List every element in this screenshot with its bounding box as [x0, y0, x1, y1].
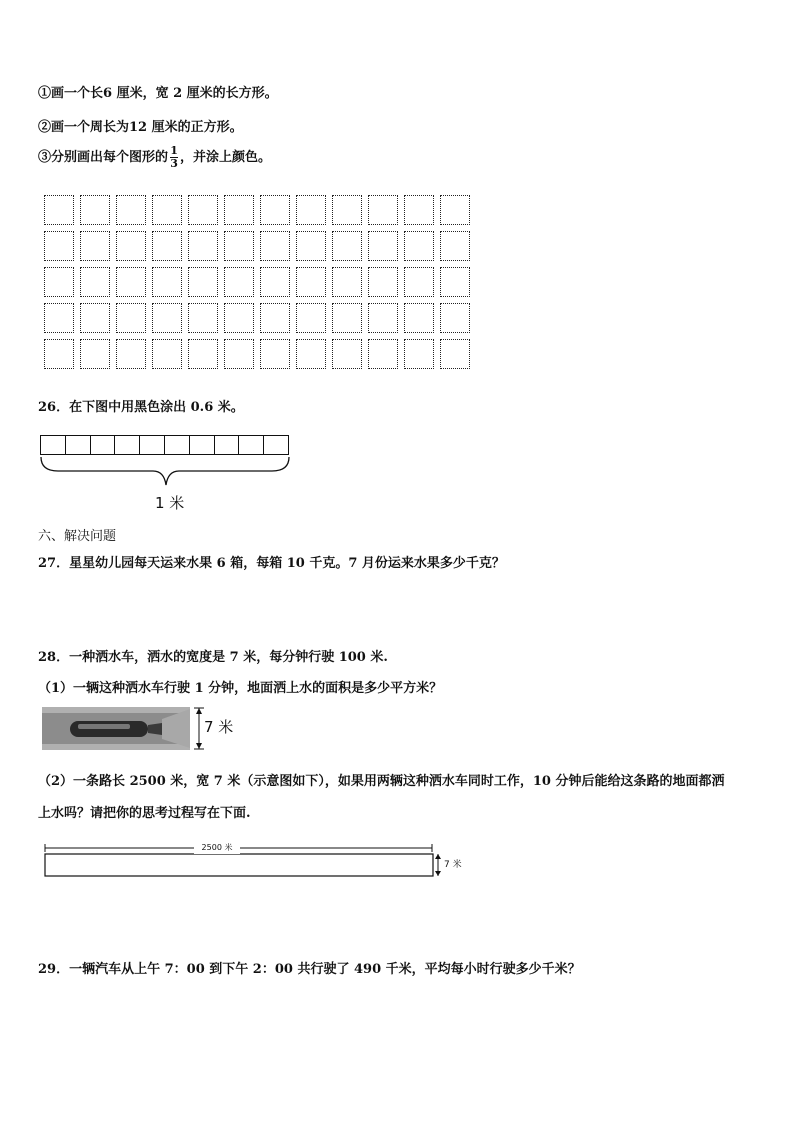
grid-cell: [116, 339, 146, 369]
grid-cell: [224, 303, 254, 333]
strip-segment[interactable]: [165, 436, 190, 454]
water-truck-image: [42, 707, 190, 750]
strip-segment[interactable]: [91, 436, 116, 454]
grid-cell: [296, 339, 326, 369]
q28-part2-line2: 上水吗？请把你的思考过程写在下面.: [38, 806, 251, 821]
grid-cell: [404, 195, 434, 225]
grid-cell: [152, 267, 182, 297]
grid-cell: [44, 267, 74, 297]
truck-icon: [42, 707, 190, 750]
grid-cell: [368, 231, 398, 261]
grid-cell: [332, 339, 362, 369]
grid-cell: [404, 339, 434, 369]
grid-cell: [80, 267, 110, 297]
road-diagram: [44, 836, 464, 882]
fraction-numerator: 1: [170, 144, 178, 157]
grid-cell: [368, 267, 398, 297]
grid-cell: [440, 231, 470, 261]
one-meter-strip: [40, 435, 289, 455]
grid-cell: [188, 303, 218, 333]
grid-cell: [332, 303, 362, 333]
grid-cell: [332, 231, 362, 261]
q25-step1: ①画一个长6 厘米，宽 2 厘米的长方形。: [38, 86, 278, 101]
q28-part2-line1: （2）一条路长 2500 米，宽 7 米（示意图如下），如果用两辆这种洒水车同时工作，10 分钟后能给这条路的地面都洒: [38, 774, 725, 789]
grid-cell: [44, 303, 74, 333]
q27-text: 27．星星幼儿园每天运来水果 6 箱，每箱 10 千克。7 月份运来水果多少千克？: [38, 556, 505, 571]
strip-segment[interactable]: [41, 436, 66, 454]
grid-cell: [296, 231, 326, 261]
grid-cell: [224, 267, 254, 297]
grid-cell: [440, 195, 470, 225]
grid-cell: [332, 267, 362, 297]
strip-segment[interactable]: [66, 436, 91, 454]
strip-segment[interactable]: [264, 436, 288, 454]
q28-text: 28．一种洒水车，洒水的宽度是 7 米，每分钟行驶 100 米.: [38, 650, 388, 665]
road-width-label: 7 米: [444, 860, 462, 870]
q25-step3-suffix: ，并涂上颜色。: [180, 150, 272, 165]
grid-cell: [404, 267, 434, 297]
grid-cell: [440, 339, 470, 369]
grid-cell: [116, 303, 146, 333]
grid-cell: [152, 231, 182, 261]
strip-length-label: 1 米: [155, 494, 185, 512]
grid-cell: [224, 231, 254, 261]
grid-cell: [440, 303, 470, 333]
grid-cell: [440, 267, 470, 297]
strip-segment[interactable]: [239, 436, 264, 454]
q29-text: 29．一辆汽车从上午 7：00 到下午 2：00 共行驶了 490 千米，平均每小时行驶多少千米？: [38, 962, 581, 977]
grid-cell: [368, 303, 398, 333]
grid-cell: [224, 195, 254, 225]
grid-cell: [116, 195, 146, 225]
grid-cell: [368, 195, 398, 225]
grid-cell: [224, 339, 254, 369]
section-title: 六、解决问题: [38, 529, 117, 544]
q25-step3: [38, 145, 271, 170]
grid-cell: [260, 339, 290, 369]
grid-cell: [332, 195, 362, 225]
grid-cell: [188, 267, 218, 297]
grid-cell: [80, 303, 110, 333]
grid-cell: [116, 267, 146, 297]
grid-cell: [260, 195, 290, 225]
grid-cell: [44, 339, 74, 369]
fraction: [170, 145, 178, 170]
grid-cell: [260, 231, 290, 261]
strip-segment[interactable]: [215, 436, 240, 454]
grid-cell: [404, 231, 434, 261]
strip-segment[interactable]: [190, 436, 215, 454]
grid-cell: [152, 339, 182, 369]
truck-width-label: 7 米: [204, 718, 234, 736]
grid-cell: [80, 195, 110, 225]
grid-cell: [152, 303, 182, 333]
q25-step2: ②画一个周长为12 厘米的正方形。: [38, 120, 243, 135]
road-length-label: 2500 米: [201, 843, 233, 852]
q26-text: 26．在下图中用黑色涂出 0.6 米。: [38, 400, 244, 415]
strip-segment[interactable]: [140, 436, 165, 454]
grid-cell: [80, 231, 110, 261]
grid-cell: [188, 231, 218, 261]
grid-cell: [368, 339, 398, 369]
grid-cell: [296, 195, 326, 225]
q28-part1: （1）一辆这种洒水车行驶 1 分钟，地面洒上水的面积是多少平方米？: [38, 681, 443, 696]
grid-cell: [260, 267, 290, 297]
q25-step3-prefix: ③分别画出每个图形的: [38, 150, 169, 165]
grid-cell: [188, 195, 218, 225]
grid-cell: [260, 303, 290, 333]
grid-cell: [296, 267, 326, 297]
grid-cell: [152, 195, 182, 225]
grid-cell: [296, 303, 326, 333]
strip-segment[interactable]: [115, 436, 140, 454]
grid-cell: [404, 303, 434, 333]
grid-cell: [116, 231, 146, 261]
grid-cell: [44, 231, 74, 261]
grid-cell: [80, 339, 110, 369]
grid-cell: [188, 339, 218, 369]
brace-icon: [38, 455, 293, 489]
grid-cell: [44, 195, 74, 225]
fraction-denominator: 3: [170, 157, 178, 170]
